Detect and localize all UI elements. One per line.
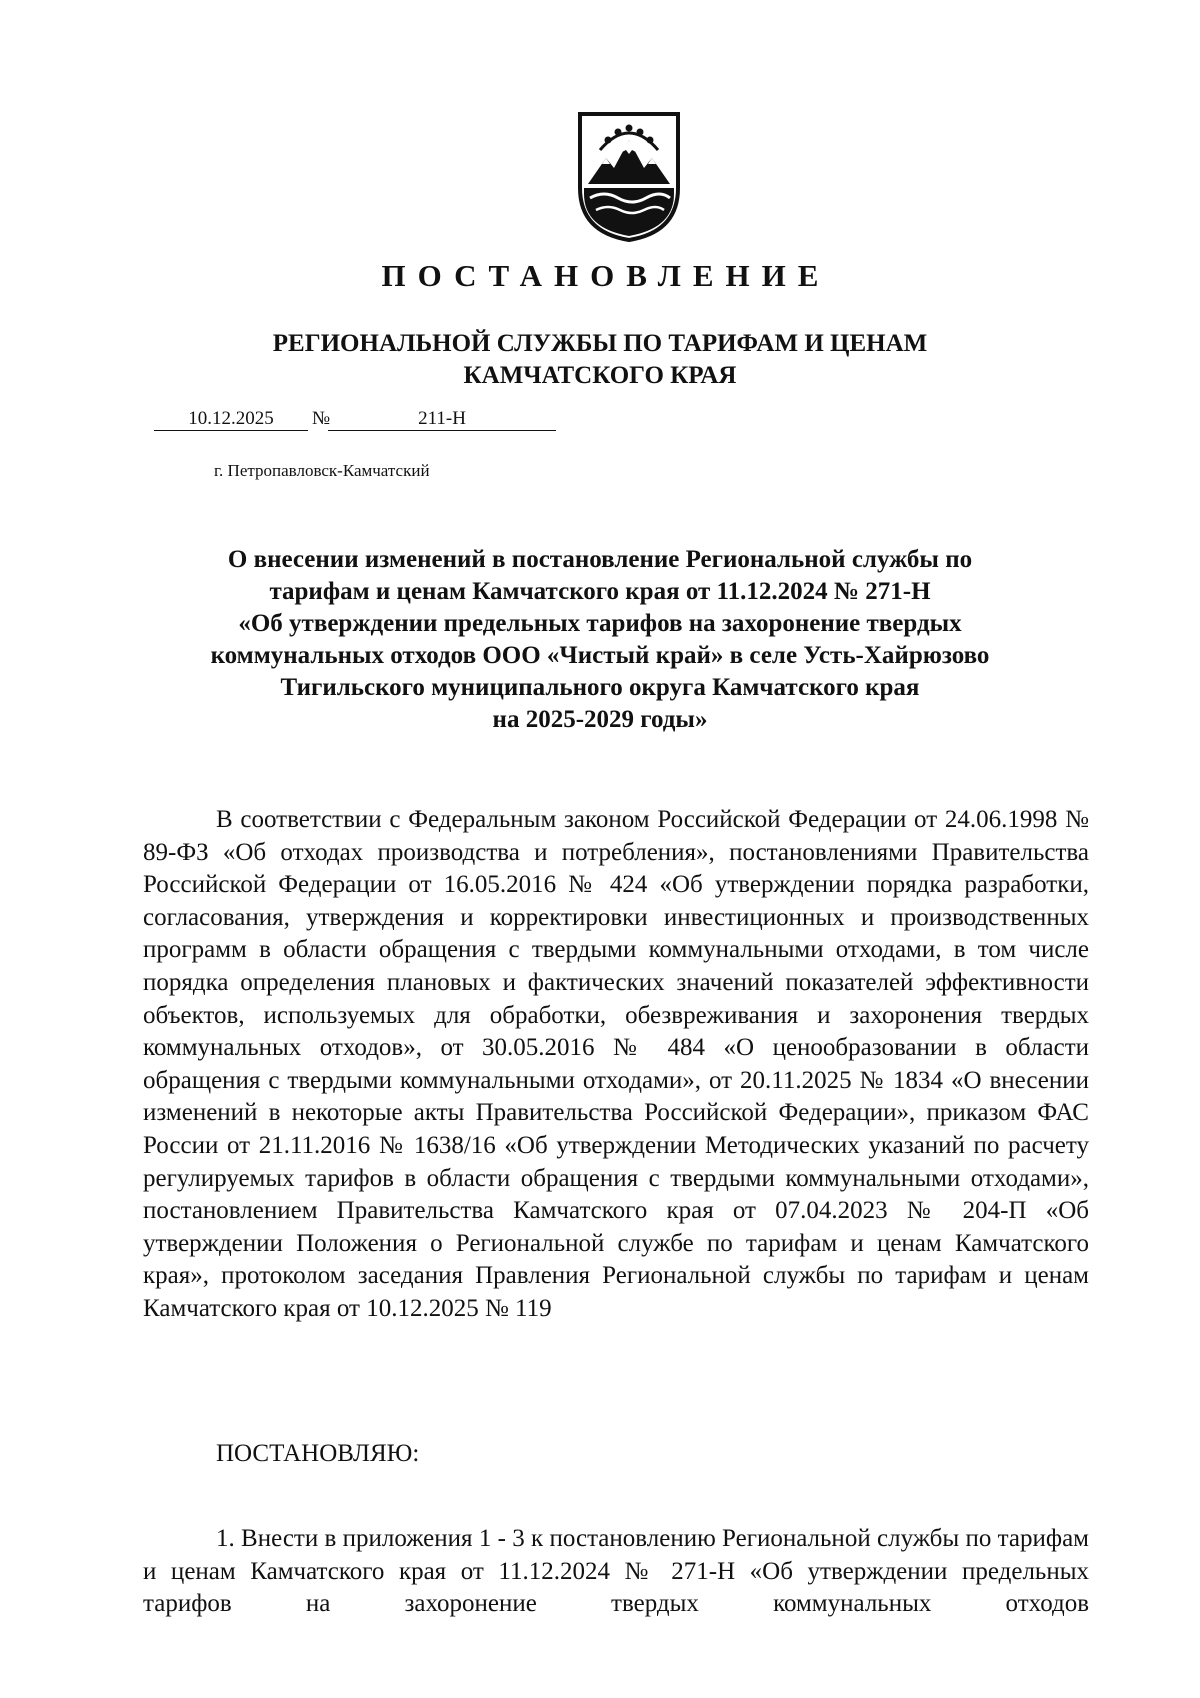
subject-line: «Об утверждении предельных тарифов на захоронение твердых [238, 610, 962, 637]
authority-line: РЕГИОНАЛЬНОЙ СЛУЖБЫ ПО ТАРИФАМ И ЦЕНАМ [272, 330, 928, 357]
preamble-text: В соответствии с Федеральным законом Российской Федерации от 24.06.1998 № 89-ФЗ «Об отходах производства и потребления», постановлениями Правительства Российской Федерации от 16.05.2016 № 424 «Об утверждении порядка разработки, согласования, утверждения и корректировки инвестиционных и производственных программ в области обращения с твердыми коммунальными отходами, в том числе порядка определения плановых и фактических значений показателей эффективности объектов, используемых для обработки, обезвреживания и захоронения твердых коммунальных отходов», от 30.05.2016 № 484 «О ценообразовании в области обращения с твердыми коммунальными отходами», от 20.11.2025 № 1834 «О внесении изменений в некоторые акты Правительства Российской Федерации», приказом ФАС России от 21.11.2016 № 1638/16 «Об утверждении Методических указаний по расчету регулируемых тарифов в области обращения с твердыми коммунальными отходами», постановлением Правительства Камчатского края от 07.04.2023 № 204-П «Об утверждении Положения о Региональной службе по тарифам и ценам Камчатского края», протоколом заседания Правления Региональной службы по тарифам и ценам Камчатского края от 10.12.2025 № 119 [143, 806, 1089, 1322]
subject-line: Тигильского муниципального округа Камчатского края [280, 674, 920, 701]
subject-line: коммунальных отходов ООО «Чистый край» в селе Усть-Хайрюзово [210, 642, 990, 669]
authority-line: КАМЧАТСКОГО КРАЯ [463, 362, 737, 389]
subject-line: на 2025-2029 годы» [492, 706, 708, 733]
document-type-title: ПОСТАНОВЛЕНИЕ [381, 258, 831, 293]
preamble-paragraph [143, 804, 1089, 1326]
document-subject [0, 544, 1200, 736]
decree-word: ПОСТАНОВЛЯЮ: [216, 1440, 420, 1467]
clause-1-text: 1. Внести в приложения 1 - 3 к постановлению Региональной службы по тарифам и ценам Камчатского края от 11.12.2024 № 271-Н «Об утверждении предельных тарифов на захоронение твердых коммунальных отходов [143, 1525, 1089, 1618]
kamchatka-coat-of-arms-icon [574, 110, 684, 242]
place-of-issue: г. Петропавловск-Камчатский [214, 461, 430, 480]
subject-line: тарифам и ценам Камчатского края от 11.12.2024 № 271-Н [269, 578, 931, 605]
document-number: 211-Н [328, 408, 556, 431]
document-date: 10.12.2025 [154, 408, 308, 431]
number-sign: № [312, 408, 331, 429]
issuing-authority [0, 328, 1200, 392]
subject-line: О внесении изменений в постановление Региональной службы по [227, 546, 973, 573]
clause-1 [143, 1523, 1089, 1621]
